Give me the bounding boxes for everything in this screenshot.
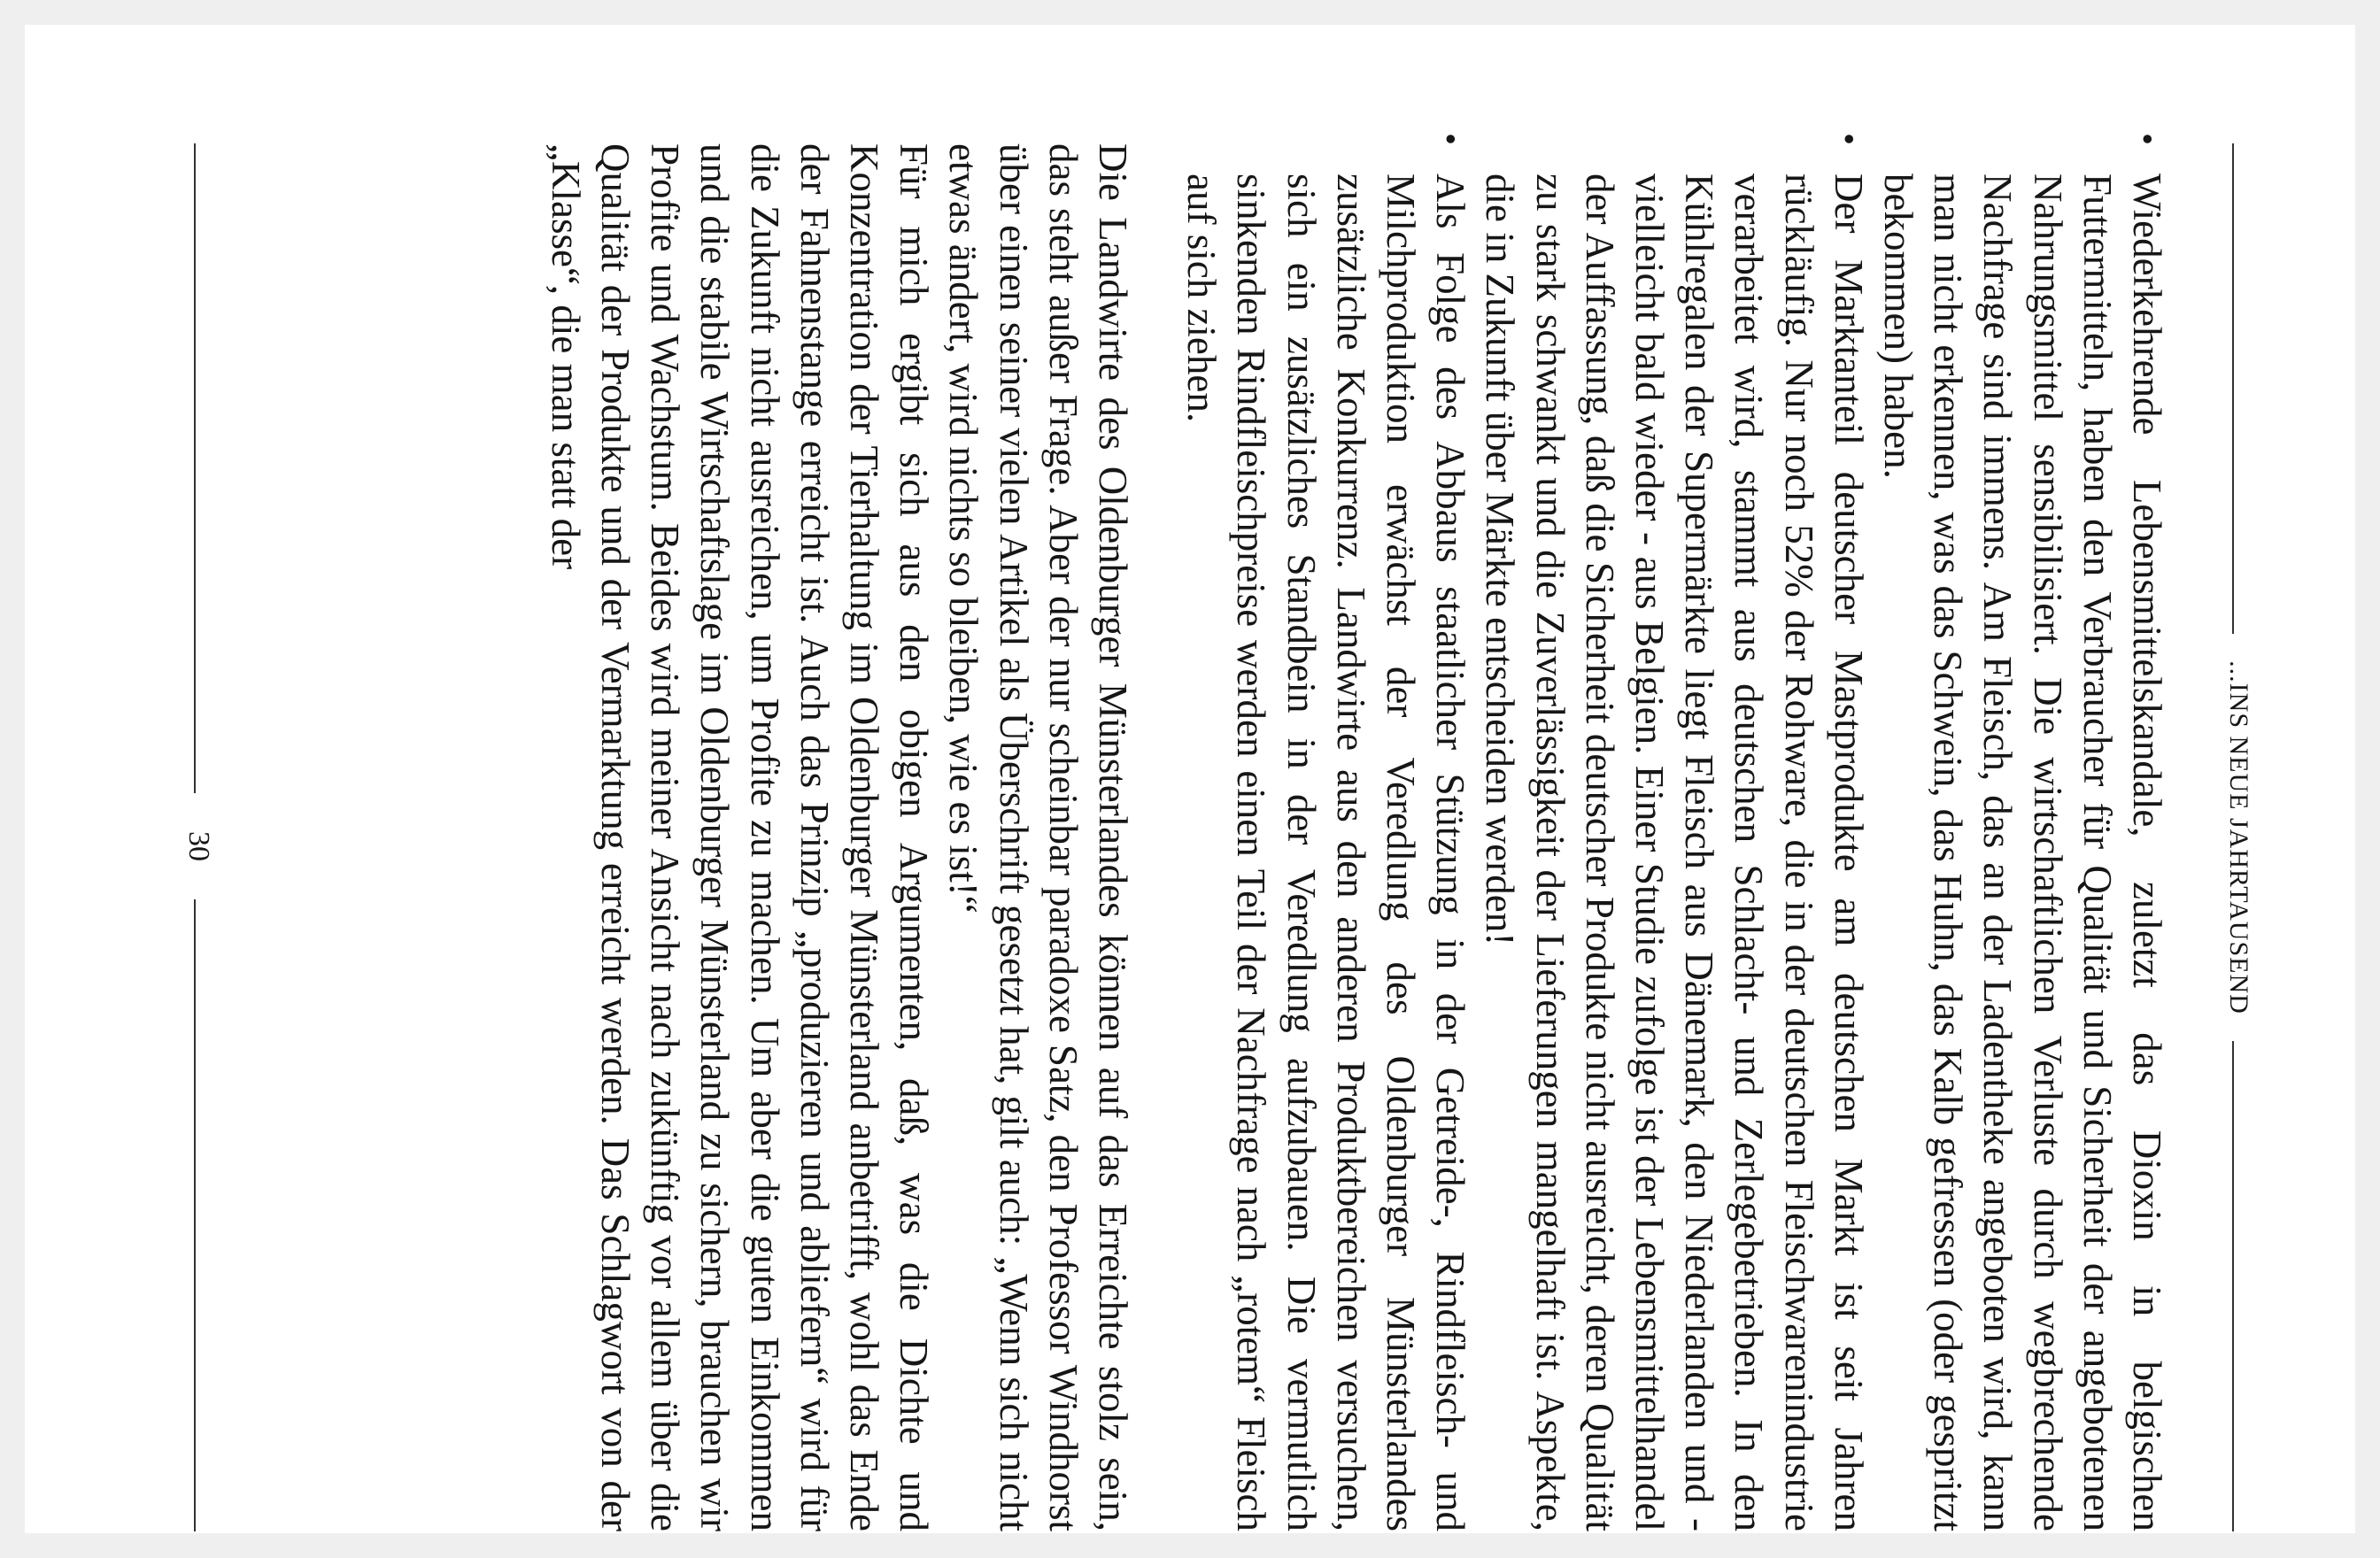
- paragraph: Die Landwirte des Oldenburger Münsterlandes können auf das Erreichte stolz sein, das steht außer Frage. Aber der nur scheinbar paradoxe Satz, den Professor Windhorst über einen seiner vielen Artikel als Überschrift gesetzt hat, gilt auch: „Wenn sich nicht etwas ändert, wird nichts so bleiben, wie es ist!“: [941, 143, 1135, 1531]
- paragraph: Für mich ergibt sich aus den obigen Argumenten, daß, was die Dichte und Konzentration der Tierhaltung im Oldenburger Münsterland anbetrifft, wohl das Ende der Fahnenstange erreicht ist. Auch das Prinzip „produzieren und abliefern“ wird für die Zukunft nicht ausreichen, um Profite zu machen. Um aber die guten Einkommen und die stabile Wirtschaftslage im Oldenburger Münsterland zu sichern, brauchen wir Profite und Wachstum. Beides wird meiner Ansicht nach zukünftig vor allem über die Qualität der Produkte und der Vermarktung erreicht werden. Das Schlagwort von der „Klasse“, die man statt der: [543, 143, 937, 1531]
- bullet-item-text: Wiederkehrende Lebensmittelskandale, zuletzt das Dioxin in belgischen Futtermitteln, haben den Verbraucher für Qualität und Sicherheit der angebotenen Nahrungsmittel sensibilisiert. Die wirtschaftlichen Verluste durch wegbrechende Nachfrage sind immens. Am Fleisch, das an der Ladentheke angeboten wird, kann man nicht erkennen, was das Schwein, das Huhn, das Kalb gefressen (oder gespritzt bekommen) haben.: [1875, 174, 2169, 1531]
- bullet-item-text: Als Folge des Abbaus staatlicher Stützung in der Getreide-, Rindfleisch- und Milchproduktion erwächst der Veredlung des Oldenburger Münsterlandes zusätzliche Konkurrenz. Landwirte aus den anderen Produktbereichen versuchen, sich ein zusätzliches Standbein in der Veredlung aufzubauen. Die vermutlich sinkenden Rindfleischpreise werden einen Teil der Nachfrage nach „rotem“ Fleisch auf sich ziehen.: [1179, 174, 1473, 1531]
- bullet-item: [1475, 133, 1874, 1531]
- footer-rule-left: [194, 143, 196, 793]
- page-footer: [162, 143, 215, 1531]
- footer-rule-right: [194, 899, 196, 1531]
- bullet-item: [1177, 133, 1475, 1531]
- page-number: 30: [182, 831, 215, 861]
- bullet-icon: •: [2128, 133, 2168, 146]
- bullet-icon: •: [1828, 133, 1869, 146]
- header-rule-left: [2232, 143, 2234, 634]
- header-rule-right: [2232, 1041, 2234, 1531]
- bullet-icon: •: [1431, 133, 1472, 146]
- bullet-item-text: Der Marktanteil deutscher Mastprodukte am deutschen Markt ist seit Jahren rückläufig. Nur noch 52% der Rohware, die in der deutschen Fleischwarenindustrie verarbeitet wird, stammt aus deutschen Schlacht- und Zerlegebetrieben. In den Kühlregalen der Supermärkte liegt Fleisch aus Dänemark, den Niederlanden und - vielleicht bald wieder - aus Belgien. Einer Studie zufolge ist der Lebensmittelhandel der Auffassung, daß die Sicherheit deutscher Produkte nicht ausreicht, deren Qualität zu stark schwankt und die Zuverlässigkeit der Lieferungen mangelhaft ist. Aspekte, die in Zukunft über Märkte entscheiden werden!: [1478, 174, 1871, 1531]
- running-header: [2200, 143, 2253, 1531]
- body-text: [541, 133, 2173, 1531]
- scanned-page: [25, 25, 2355, 1533]
- page-content: [111, 133, 2253, 1531]
- bullet-item: [1874, 133, 2172, 1531]
- running-title: ...INS NEUE JAHRTAUSEND: [2224, 660, 2253, 1014]
